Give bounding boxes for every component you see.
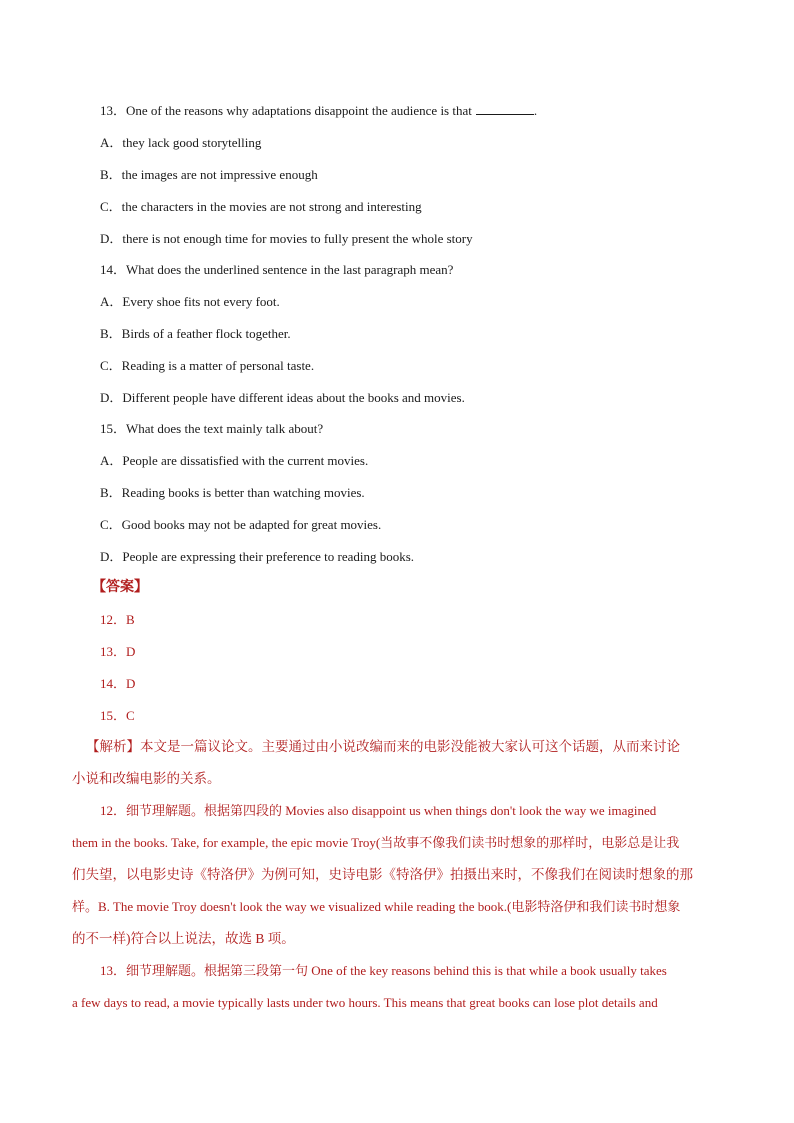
question-15-option-b: B．Reading books is better than watching movies. bbox=[100, 485, 365, 500]
question-13-option-c: C．the characters in the movies are not strong and interesting bbox=[100, 199, 422, 214]
answer-header: 【答案】 bbox=[92, 580, 148, 595]
question-13-option-a: A．they lack good storytelling bbox=[100, 135, 262, 150]
answer-item-12: 12．B bbox=[100, 612, 135, 627]
analysis-12-line-5: 的不一样)符合以上说法，故选 B 项。 bbox=[72, 931, 295, 946]
question-13-stem-text: 13．One of the reasons why adaptations disappoint the audience is that bbox=[100, 103, 472, 118]
question-14-option-c: C．Reading is a matter of personal taste. bbox=[100, 358, 315, 373]
question-13-stem bbox=[100, 103, 537, 119]
analysis-intro-line-1: 【解析】本文是一篇议论文。主要通过由小说改编而来的电影没能被大家认可这个话题，从而来讨论 bbox=[86, 739, 680, 754]
analysis-12-line-3: 们失望，以电影史诗《特洛伊》为例可知，史诗电影《特洛伊》拍摄出来时，不像我们在阅读时想象的那 bbox=[72, 867, 693, 882]
question-14-stem: 14．What does the underlined sentence in the last paragraph mean? bbox=[100, 262, 454, 277]
blank-suffix: . bbox=[533, 103, 538, 118]
answer-item-15: 15．C bbox=[100, 708, 135, 723]
question-15-option-c: C．Good books may not be adapted for great movies. bbox=[100, 517, 382, 532]
answer-item-13: 13．D bbox=[100, 644, 136, 659]
question-13-option-d: D．there is not enough time for movies to fully present the whole story bbox=[100, 231, 473, 246]
question-15-option-d: D．People are expressing their preference to reading books. bbox=[100, 549, 415, 564]
question-15-option-a: A．People are dissatisfied with the current movies. bbox=[100, 453, 369, 468]
analysis-12-line-1: 12．细节理解题。根据第四段的 Movies also disappoint us when things don't look the way we imagined bbox=[100, 803, 657, 818]
analysis-intro-line-2: 小说和改编电影的关系。 bbox=[72, 771, 221, 786]
question-14-option-b: B．Birds of a feather flock together. bbox=[100, 326, 291, 341]
answer-item-14: 14．D bbox=[100, 676, 136, 691]
question-15-stem: 15．What does the text mainly talk about? bbox=[100, 421, 324, 436]
question-14-option-d: D．Different people have different ideas about the books and movies. bbox=[100, 390, 465, 405]
question-13-option-b: B．the images are not impressive enough bbox=[100, 167, 318, 182]
analysis-12-line-4: 样。B. The movie Troy doesn't look the way we visualized while reading the book.(电影特洛伊和我们读书时想象 bbox=[72, 899, 681, 914]
analysis-13-line-1: 13．细节理解题。根据第三段第一句 One of the key reasons behind this is that while a book usually takes bbox=[100, 963, 667, 978]
question-14-option-a: A．Every shoe fits not every foot. bbox=[100, 294, 280, 309]
answer-blank bbox=[476, 103, 534, 115]
analysis-13-line-2: a few days to read, a movie typically lasts under two hours. This means that great books can lose plot details and bbox=[72, 995, 658, 1010]
analysis-12-line-2: them in the books. Take, for example, the epic movie Troy(当故事不像我们读书时想象的那样时，电影总是让我 bbox=[72, 835, 680, 850]
